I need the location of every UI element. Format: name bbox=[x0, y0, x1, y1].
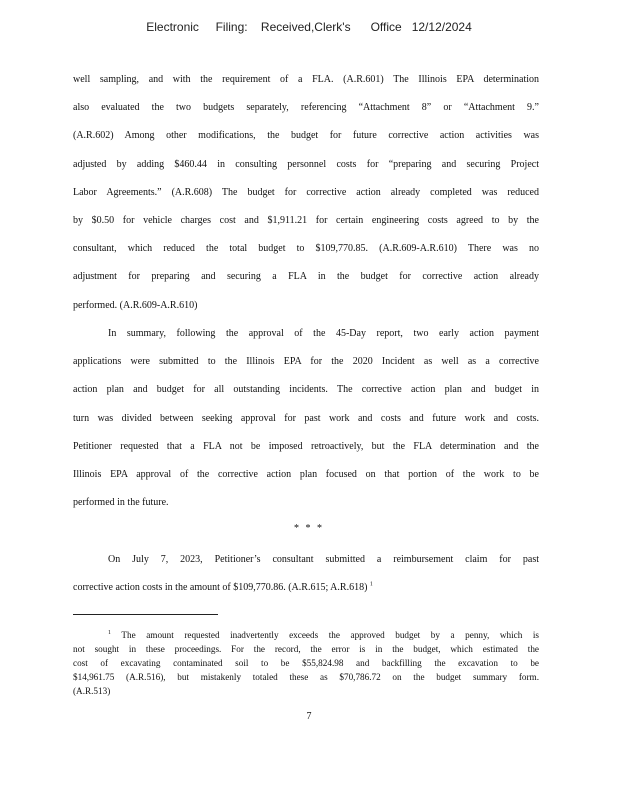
text-line bbox=[73, 574, 539, 602]
footnote-reference[interactable]: 1 bbox=[369, 581, 373, 588]
text-line: Petitioner requested that a FLA not be imposed retroactively, but the FLA determination and the bbox=[73, 440, 539, 452]
paragraph-2 bbox=[73, 320, 539, 517]
text-line: On July 7, 2023, Petitioner’s consultant submitted a reimbursement claim for past bbox=[108, 554, 539, 565]
text-line: performed in the future. bbox=[73, 497, 169, 509]
footnote-divider bbox=[73, 614, 218, 615]
footnote-line: $14,961.75 (A.R.516), but mistakenly totaled these as $70,786.72 on the budget summary form. bbox=[73, 672, 539, 682]
text-line: adjusted by adding $460.44 in consulting personnel costs for “preparing and securing Project bbox=[73, 158, 539, 170]
text-line: performed. (A.R.609-A.R.610) bbox=[73, 299, 198, 311]
footnote-marker: 1 bbox=[108, 629, 111, 636]
footnote-line bbox=[73, 628, 539, 642]
text-line: In summary, following the approval of the 45-Day report, two early action payment bbox=[108, 328, 539, 339]
footnote-line: not sought in these proceedings. For the record, the error is in the budget, which estimated the bbox=[73, 644, 539, 654]
section-break: * * * bbox=[294, 523, 324, 534]
text-line: action plan and budget for all outstanding incidents. The corrective action plan and budget in bbox=[73, 384, 539, 396]
footnote-text: The amount requested inadvertently exceeds the approved budget by a penny, which is bbox=[121, 630, 539, 640]
filing-stamp-header: Electronic Filing: Received,Clerk's Office 12/12/2024 bbox=[146, 20, 472, 34]
text-line: by $0.50 for vehicle charges cost and $1,911.21 for certain engineering costs agreed to by the bbox=[73, 214, 539, 226]
footnote-line: cost of excavating contaminated soil to be $55,824.98 and backfilling the excavation to be bbox=[73, 658, 539, 668]
text-line: adjustment for preparing and securing a FLA in the budget for corrective action already bbox=[73, 271, 539, 283]
paragraph-1 bbox=[73, 66, 539, 320]
text-line: consultant, which reduced the total budget to $109,770.85. (A.R.609-A.R.610) There was no bbox=[73, 243, 539, 255]
text-line: Illinois EPA approval of the corrective action plan focused on that portion of the work to be bbox=[73, 468, 539, 480]
text-line: applications were submitted to the Illinois EPA for the 2020 Incident as well as a corrective bbox=[73, 356, 539, 368]
footnote-line: (A.R.513) bbox=[73, 686, 111, 696]
text-line: (A.R.602) Among other modifications, the budget for future corrective action activities was bbox=[73, 130, 539, 142]
text-line: also evaluated the two budgets separately, referencing “Attachment 8” or “Attachment 9.” bbox=[73, 102, 539, 114]
text-line: turn was divided between seeking approval for past work and costs and future work and costs. bbox=[73, 412, 539, 424]
page-number: 7 bbox=[306, 711, 312, 722]
text-line: Labor Agreements.” (A.R.608) The budget for corrective action already completed was reduced bbox=[73, 186, 539, 198]
paragraph-3 bbox=[73, 546, 539, 602]
footnote bbox=[73, 628, 539, 698]
text-line: well sampling, and with the requirement of a FLA. (A.R.601) The Illinois EPA determination bbox=[73, 74, 539, 85]
text-segment: corrective action costs in the amount of $109,770.86. (A.R.615; A.R.618) bbox=[73, 582, 368, 594]
